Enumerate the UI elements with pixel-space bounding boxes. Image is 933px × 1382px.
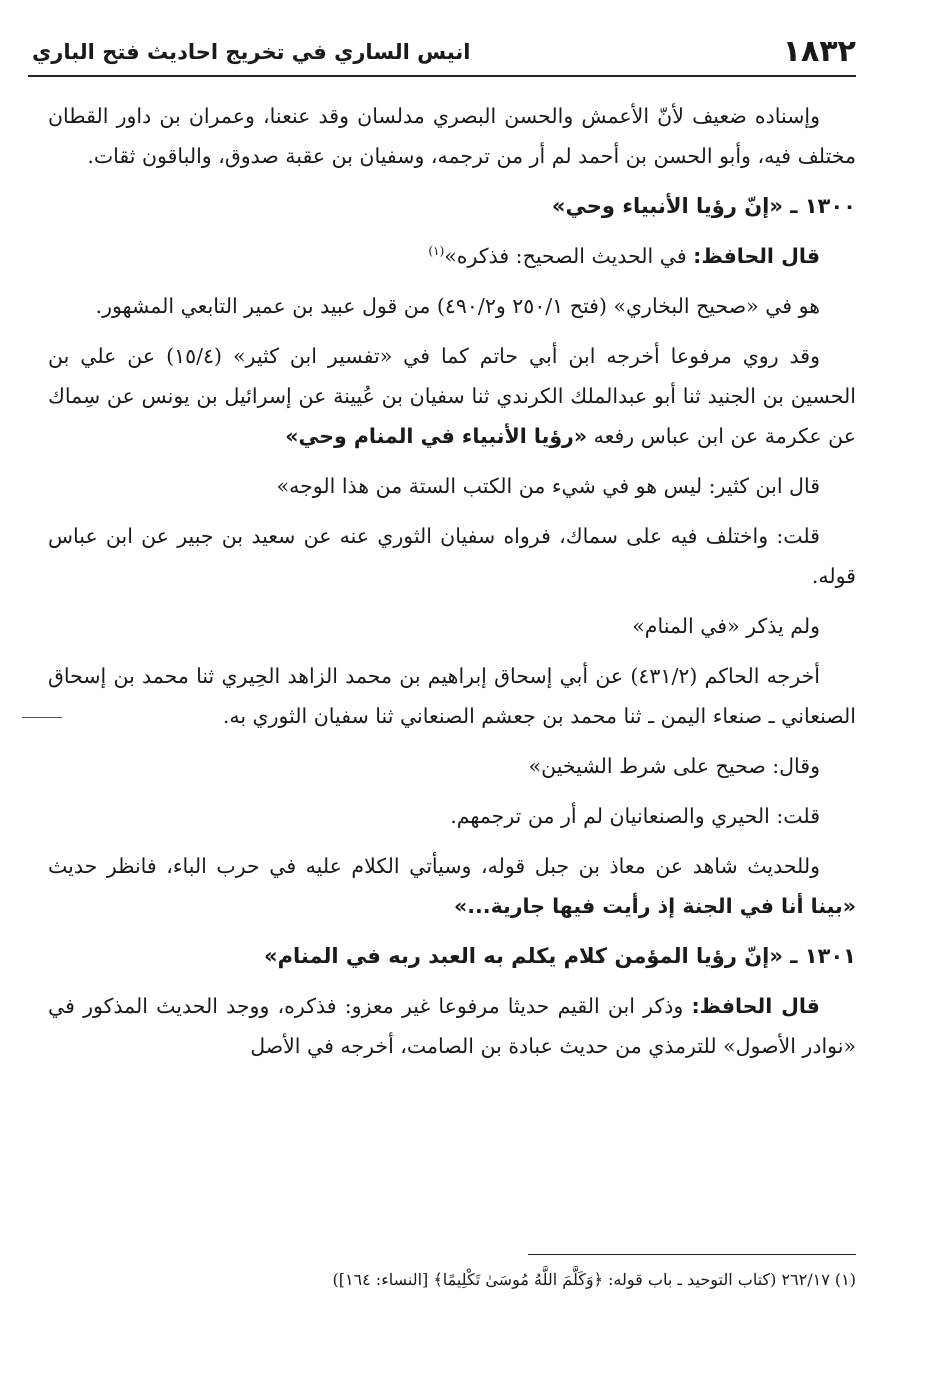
footnote-rule bbox=[528, 1254, 856, 1255]
page-header bbox=[28, 28, 856, 80]
hafiz-label: قال الحافظ: bbox=[691, 994, 820, 1018]
header-rule bbox=[28, 75, 856, 77]
paragraph: قال ابن كثير: ليس هو في شيء من الكتب الستة من هذا الوجه» bbox=[276, 474, 820, 498]
paragraph-text: وذكر ابن القيم حديثا مرفوعا غير معزو: فذكره، ووجد الحديث المذكور في «نوادر الأصول» للترمذي من حديث عبادة بن الصامت، أخرجه في الأصل bbox=[48, 994, 856, 1058]
hafiz-label: قال الحافظ: bbox=[693, 244, 820, 268]
paragraph: وإسناده ضعيف لأنّ الأعمش والحسن البصري مدلسان وقد عنعنا، وعمران بن داور القطان مختلف فيه، وأبو الحسن بن أحمد لم أر من ترجمه، وسفيان بن عقبة صدوق، والباقون ثقات. bbox=[48, 104, 856, 168]
paragraph: قلت: الحيري والصنعانيان لم أر من ترجمهم. bbox=[450, 804, 820, 828]
paragraph bbox=[48, 846, 856, 926]
page-number: ١٨٣٢ bbox=[782, 34, 856, 69]
paragraph-text: في الحديث الصحيح: فذكره» bbox=[444, 244, 694, 268]
margin-mark bbox=[22, 717, 62, 718]
paragraph bbox=[48, 236, 856, 276]
paragraph-text: وللحديث شاهد عن معاذ بن جبل قوله، وسيأتي الكلام عليه في حرب الباء، فانظر حديث bbox=[48, 854, 820, 878]
hadith-heading-1301: ١٣٠١ ـ «إنّ رؤيا المؤمن كلام يكلم به العبد ربه في المنام» bbox=[264, 944, 856, 968]
running-title: انيس الساري في تخريج احاديث فتح الباري bbox=[32, 40, 471, 64]
paragraph: ولم يذكر «في المنام» bbox=[632, 614, 820, 638]
footnote-marker[interactable]: (١) bbox=[428, 244, 445, 259]
hadith-heading-1300: ١٣٠٠ ـ «إنّ رؤيا الأنبياء وحي» bbox=[551, 194, 856, 218]
paragraph bbox=[48, 336, 856, 456]
paragraph: قلت: واختلف فيه على سماك، فرواه سفيان الثوري عنه عن سعيد بن جبير عن ابن عباس قوله. bbox=[48, 524, 856, 588]
footnote: (١) ٢٦٢/١٧ (كتاب التوحيد ـ باب قوله: ﴿وَكَلَّمَ اللَّهُ مُوسَىٰ تَكْلِيمًا﴾ [النساء: ١٦٤]) bbox=[332, 1270, 856, 1289]
main-text bbox=[48, 96, 856, 1076]
paragraph: وقال: صحيح على شرط الشيخين» bbox=[528, 754, 820, 778]
paragraph bbox=[48, 986, 856, 1066]
paragraph: هو في «صحيح البخاري» (فتح ٢٥٠/١ و٤٩٠/٢) من قول عبيد بن عمير التابعي المشهور. bbox=[95, 294, 820, 318]
paragraph: أخرجه الحاكم (٤٣١/٢) عن أبي إسحاق إبراهيم بن محمد الزاهد الحِيري ثنا محمد بن إسحاق الصنعاني ـ صنعاء اليمن ـ ثنا محمد بن جعشم الصنعاني ثنا سفيان الثوري به. bbox=[48, 664, 856, 728]
hadith-quote: «بينا أنا في الجنة إذ رأيت فيها جارية...» bbox=[453, 894, 856, 918]
hadith-quote: «رؤيا الأنبياء في المنام وحي» bbox=[285, 424, 588, 448]
paragraph-text: وقد روي مرفوعا أخرجه ابن أبي حاتم كما في «تفسير ابن كثير» (١٥/٤) عن علي بن الحسين بن الجنيد ثنا أبو عبدالملك الكرندي ثنا سفيان بن عُيينة عن إسرائيل بن يونس عن سِماك عن عكرمة عن ابن عباس رفعه bbox=[48, 344, 856, 448]
